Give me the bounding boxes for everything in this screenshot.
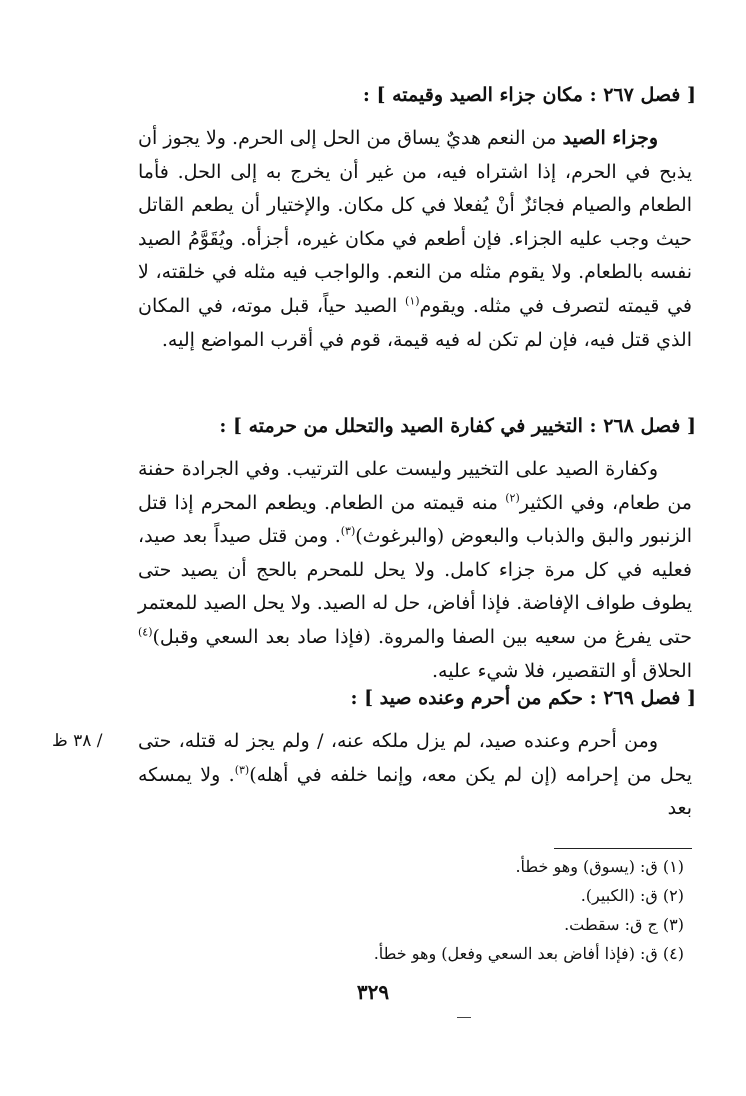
- footnote-ref-2: (٢): [505, 491, 520, 505]
- footnote-divider: [554, 848, 692, 849]
- footnote-ref-1: (١): [405, 294, 420, 308]
- section-268-text-c: . ومن قتل صيداً بعد صيد، فعليه في كل مرة جزاء كامل. ولا يحل للمحرم بالحج أن يصيد حتى يطوف طواف الإفاضة. فإذا أفاض، حل له الصيد. ولا يحل الصيد للمعتمر حتى يفرغ من سعيه بين الصفا والمروة. (فإذا صاد بعد السعي وقبل): [138, 525, 692, 648]
- margin-folio-note: / ٣٨ ظ: [52, 731, 103, 751]
- section-267-heading: [ فصل ٢٦٧ : مكان جزاء الصيد وقيمته ] :: [362, 84, 696, 106]
- section-269-heading: [ فصل ٢٦٩ : حكم من أحرم وعنده صيد ] :: [350, 687, 696, 709]
- section-268-text-a: وكفارة الصيد على التخيير وليست على الترتيب. وفي الجرادة حفنة من طعام، وفي الكثير: [138, 458, 692, 514]
- section-267-paragraph: [138, 122, 692, 357]
- footnote-ref-3b: (٣): [234, 763, 250, 777]
- page-number: ٣٢٩: [356, 980, 390, 1004]
- footnote-3: (٣) ج ق: سقطت.: [564, 915, 684, 934]
- footnote-4: (٤) ق: (فإذا أفاض بعد السعي وفعل) وهو خطأ.: [373, 944, 684, 963]
- section-269-body: [138, 725, 692, 826]
- section-268-body: [138, 453, 692, 688]
- section-268-text-d: الحلاق أو التقصير، فلا شيء عليه.: [432, 659, 692, 682]
- section-269-paragraph: [138, 725, 692, 826]
- page-number-dash: [457, 1017, 471, 1018]
- section-267-lead: وجزاء الصيد: [562, 127, 658, 149]
- section-269-text-a: ومن أحرم وعنده صيد، لم يزل ملكه عنه، / ولم يجز له قتله، حتى يحل من إحرامه (إن لم يكن معه، وإنما خلفه في أهله): [138, 730, 693, 786]
- footnote-ref-3: (٣): [340, 524, 356, 538]
- section-269-text-b: . ولا يمسكه بعد: [138, 763, 692, 820]
- section-268-paragraph: [138, 453, 692, 688]
- footnote-1: (١) ق: (يسوق) وهو خطأ.: [515, 857, 684, 876]
- footnote-ref-4: (٤): [138, 625, 153, 639]
- footnote-2: (٢) ق: (الكبير).: [580, 886, 684, 905]
- section-267-text: من النعم هديٌ يساق من الحل إلى الحرم. ولا يجوز أن يذبح في الحرم، إذا اشتراه فيه، من غير أن يخرج به إلى الحل. فأما الطعام والصيام فجائزٌ أنْ يُفعلا في كل مكان. والإختيار أن يطعم القاتل حيث وجب عليه الجزاء. فإن أطعم في مكان غيره، أجزأه. ويُقَوَّمُ الصيد نفسه بالطعام. ولا يقوم مثله من النعم. والواجب فيه مثله في خلقته، لا في قيمته لتصرف في مثله. ويقوم: [138, 127, 692, 317]
- footnotes: [184, 852, 684, 968]
- section-268-heading: [ فصل ٢٦٨ : التخيير في كفارة الصيد والتحلل من حرمته ] :: [219, 415, 696, 437]
- section-268-text-b: منه قيمته من الطعام. ويطعم المحرم إذا قتل الزنبور والبق والذباب والبعوض (والبرغوث): [138, 491, 693, 548]
- section-267-body: [138, 122, 692, 357]
- section-267-tail: الصيد حياً، قبل موته، في المكان الذي قتل فيه، فإن لم تكن له فيه قيمة، قوم في أقرب المواضع إليه.: [138, 294, 692, 351]
